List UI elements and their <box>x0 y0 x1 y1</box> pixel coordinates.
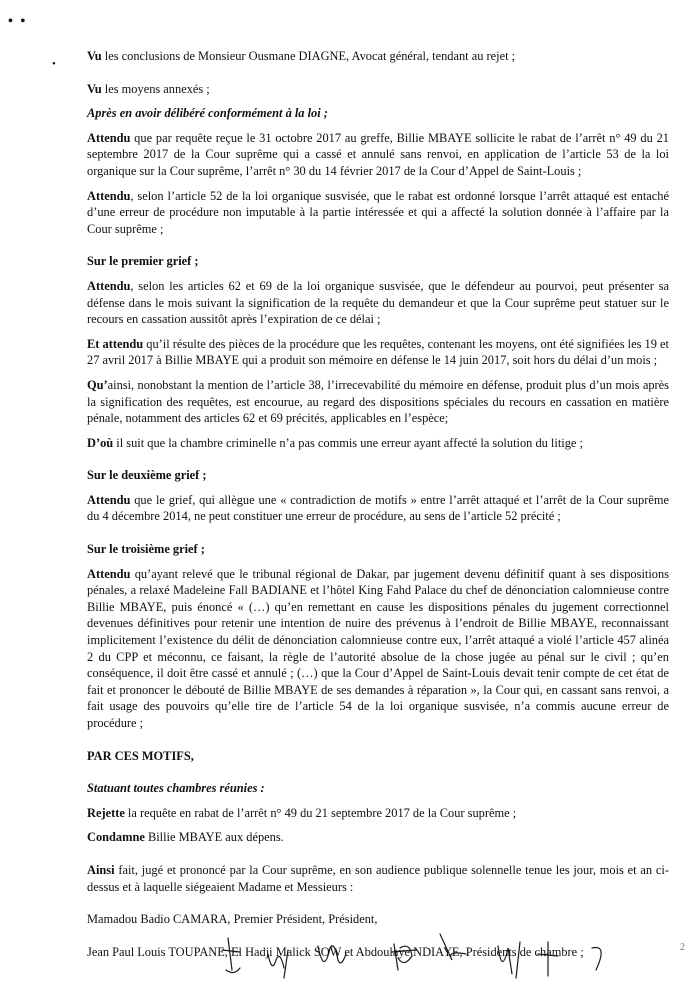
paragraph-gap <box>87 821 669 829</box>
body-text: les conclusions de Monsieur Ousmane DIAGNE, Avocat général, tendant au rejet ; <box>101 49 516 63</box>
bold-lead: D’où <box>87 435 114 450</box>
signature-7 <box>592 947 601 970</box>
signature-6 <box>538 942 558 976</box>
body-text: les moyens annexés ; <box>101 81 210 96</box>
body-text: que par requête reçue le 31 octobre 2017 au greffe, Billie MBAYE sollicite le rabat de l’arrêt n° 49 du 21 septembre 2017 de la Cour suprême qui a cassé et annulé sans renvoi, en application de l’article 53 de la loi organique sur la Cour suprême, l’arrêt n° 30 du 14 février 2017 de la Cour d’Appel de Saint-Louis ; <box>87 130 669 178</box>
bold-italic-heading: Statuant toutes chambres réunies : <box>87 781 265 796</box>
bold-lead: Attendu <box>87 492 131 507</box>
paragraph <box>87 377 669 427</box>
body-text: , selon les articles 62 et 69 de la loi organique susvisée, que le défendeur au pourvoi, peut présenter sa défense dans le mois suivant la signification de la requête du demandeur et que la Cour suprême peut statuer sur le recours en cassation aussitôt après l’expiration de ce délai ; <box>87 278 669 327</box>
paragraph-gap <box>87 270 669 278</box>
paragraph <box>87 105 669 122</box>
body-text: qu’ayant relevé que le tribunal régional de Dakar, par jugement devenu définitif quant à ses dispositions pénales, a relaxé Madeleine Fall BADIANE et l’hôtel King Fahd Palace du chef de dénonciation calomnieuse contre Billie MBAYE, puis énoncé « (…) qu’en remettant en cause les dispositions pénales du jugement correctionnel devenues définitives pour retenir une intention de nuire des prévenus à l’endroit de Billie MBAYE, reconnaissant implicitement l’existence du délit de dénonciation calomnieuse contre eux, l’arrêt attaqué a violé l’article 457 alinéa 2 du CPP et méconnu, ce faisant, la règle de l’autorité absolue de la chose jugée au pénal sur le civil ; qu’en conséquence, il doit être cassé et annulé ; (…) que la Cour d’Appel de Saint-Louis devait tenir compte de cet état de fait et prononcer le débouté de Billie MBAYE de ses demandes à réparation », la Cour qui, en cassant sans renvoi, a fait usage des pouvoirs qu’elle tire de l’article 54 de la loi organique susvisée, n’a commis aucune erreur de procédure ; <box>87 566 669 730</box>
paragraph-gap <box>87 558 669 566</box>
body-text: Mamadou Badio CAMARA, Premier Président, Président, <box>87 912 378 927</box>
paragraph <box>87 780 669 797</box>
paragraph <box>87 829 669 846</box>
body-text: fait, jugé et prononcé par la Cour suprême, en son audience publique solennelle tenue les jour, mois et an ci-dessus et à laquelle siégeaient Madame et Messieurs : <box>87 862 669 894</box>
paragraph <box>87 467 669 484</box>
body-text: qu’il résulte des pièces de la procédure que les requêtes, contenant les moyens, ont été signifiées les 19 et 27 avril 2017 à Billie MBAYE qui a produit son mémoire en défense le 14 juin 2017, soit hors du délai d’un mois ; <box>87 336 669 368</box>
margin-mark: • <box>52 58 56 70</box>
paragraph <box>87 48 669 65</box>
bold-lead: Et attendu <box>87 336 144 351</box>
paragraph-gap <box>87 328 669 336</box>
paragraph <box>87 492 669 525</box>
bold-lead: Sur le premier grief ; <box>87 254 199 269</box>
paragraph <box>87 541 669 558</box>
signatures-row <box>0 930 699 988</box>
bold-lead: Attendu <box>87 278 131 293</box>
paragraph-gap <box>87 525 669 541</box>
paragraph-gap <box>87 451 669 467</box>
paragraph-gap <box>87 484 669 492</box>
paragraph <box>87 336 669 369</box>
bold-lead: Attendu <box>87 188 131 203</box>
paragraph-gap <box>87 895 669 911</box>
bold-lead: Attendu <box>87 566 131 581</box>
paragraph <box>87 253 669 270</box>
paragraph <box>87 130 669 180</box>
paragraph-gap <box>87 65 669 81</box>
paragraph-gap <box>87 180 669 188</box>
paragraph-gap <box>87 427 669 435</box>
paragraph <box>87 911 669 928</box>
paragraph <box>87 862 669 895</box>
paragraph-gap <box>87 732 669 748</box>
paragraph <box>87 435 669 452</box>
page-number: 2 <box>680 942 685 953</box>
signature-3 <box>318 946 346 963</box>
body-text: Jean Paul Louis TOUPANE, El Hadji Malick SOW et Abdoulaye NDIAYE, Présidents de chambre ; <box>87 944 584 959</box>
decision-text <box>87 48 669 976</box>
body-text: que le grief, qui allègue une « contradiction de motifs » entre l’arrêt attaqué et l’arrêt de la Cour suprême du 4 décembre 2014, ne peut constituer une erreur de procédure, au sens de l’article 52 précité ; <box>87 492 669 524</box>
signature-5 <box>498 942 520 978</box>
bold-lead: Condamne <box>87 830 145 845</box>
bold-lead: Rejette <box>87 805 125 820</box>
signature-4 <box>392 934 466 970</box>
paragraph-gap <box>87 97 669 105</box>
paragraph-gap <box>87 846 669 862</box>
body-text: ainsi, nonobstant la mention de l’article 38, l’irrecevabilité du mémoire en défense, produit plus d’un mois après la signification des requêtes, est encourue, au regard des dispositions spéciales du recours en cassation en matière pénale, notamment des articles 62 et 69 précités, applicables en l’espèce; <box>87 377 669 426</box>
paragraph <box>87 81 669 98</box>
paragraph <box>87 748 669 765</box>
bold-lead: Vu <box>87 81 102 96</box>
margin-dots: • • <box>8 14 28 29</box>
bold-lead: PAR CES MOTIFS, <box>87 748 194 763</box>
paragraph-gap <box>87 797 669 805</box>
bold-lead: Vu <box>87 49 102 63</box>
paragraph-gap <box>87 369 669 377</box>
body-text: la requête en rabat de l’arrêt n° 49 du 21 septembre 2017 de la Cour suprême ; <box>124 805 517 820</box>
paragraph-gap <box>87 122 669 130</box>
signature-2 <box>268 950 288 978</box>
bold-lead: Qu’ <box>87 377 108 392</box>
paragraph <box>87 566 669 732</box>
paragraph-gap <box>87 237 669 253</box>
body-text: , selon l’article 52 de la loi organique susvisée, que le rabat est ordonné lorsque l’arrêt attaqué est entaché d’une erreur de procédure non imputable à la partie intéressée et qui a affecté la solution donnée à l’affaire par la Cour suprême ; <box>87 188 669 236</box>
bold-lead: Sur le deuxième grief ; <box>87 468 207 483</box>
paragraph <box>87 805 669 822</box>
signature-1 <box>222 938 240 973</box>
bold-lead: Ainsi <box>87 862 115 877</box>
body-text: Billie MBAYE aux dépens. <box>144 830 284 845</box>
bold-lead: Attendu <box>87 130 131 145</box>
body-text: il suit que la chambre criminelle n’a pas commis une erreur ayant affecté la solution du litige ; <box>113 435 583 450</box>
paragraph <box>87 188 669 238</box>
bold-lead: Sur le troisième grief ; <box>87 542 205 557</box>
bold-italic-heading: Après en avoir délibéré conformément à la loi ; <box>87 106 328 121</box>
paragraph <box>87 278 669 328</box>
paragraph-gap <box>87 764 669 780</box>
